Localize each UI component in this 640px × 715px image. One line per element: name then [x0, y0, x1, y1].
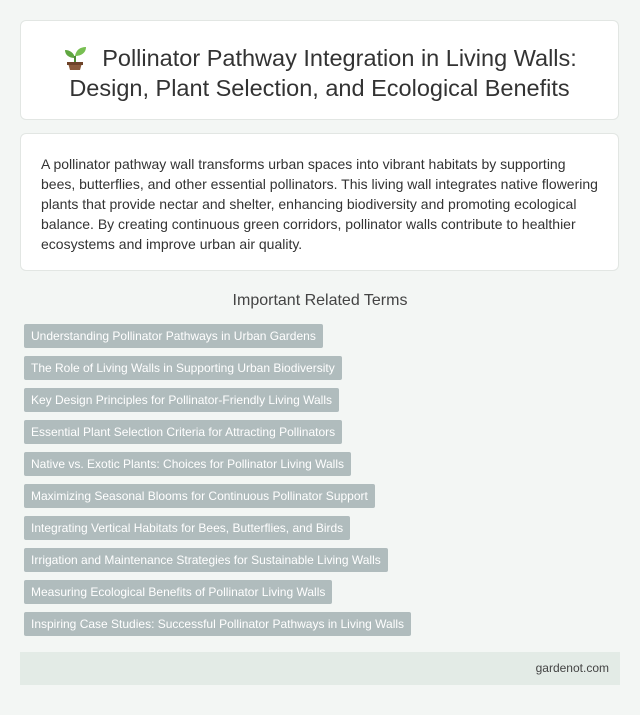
page-title [21, 43, 618, 103]
sprout-icon [62, 44, 88, 70]
related-term-tag[interactable]: Essential Plant Selection Criteria for Attracting Pollinators [24, 420, 342, 444]
related-term-tag[interactable]: Maximizing Seasonal Blooms for Continuous Pollinator Support [24, 484, 375, 508]
related-term-tag[interactable]: The Role of Living Walls in Supporting Urban Biodiversity [24, 356, 342, 380]
title-card [20, 20, 619, 120]
related-term-tag[interactable]: Irrigation and Maintenance Strategies for Sustainable Living Walls [24, 548, 388, 572]
footer-site-link[interactable]: gardenot.com [535, 661, 609, 675]
related-term-tag[interactable]: Understanding Pollinator Pathways in Urban Gardens [24, 324, 323, 348]
related-term-tag[interactable]: Measuring Ecological Benefits of Pollinator Living Walls [24, 580, 332, 604]
title-line-1: Pollinator Pathway Integration in Living Walls: [102, 45, 577, 71]
footer [20, 652, 620, 685]
related-term-tag[interactable]: Native vs. Exotic Plants: Choices for Pollinator Living Walls [24, 452, 351, 476]
related-term-tag[interactable]: Integrating Vertical Habitats for Bees, Butterflies, and Birds [24, 516, 350, 540]
related-term-tag[interactable]: Key Design Principles for Pollinator-Friendly Living Walls [24, 388, 339, 412]
related-terms-heading: Important Related Terms [232, 292, 408, 309]
description-card [20, 133, 619, 271]
title-line-2: Design, Plant Selection, and Ecological Benefits [69, 75, 570, 101]
related-term-tag[interactable]: Inspiring Case Studies: Successful Pollinator Pathways in Living Walls [24, 612, 411, 636]
description-text: A pollinator pathway wall transforms urban spaces into vibrant habitats by supporting bees, butterflies, and other essential pollinators. This living wall integrates native flowering plants that provide nectar and shelter, enhancing biodiversity and promoting ecological balance. By creating continuous green corridors, pollinator walls contribute to healthier ecosystems and improve urban air quality. [41, 156, 598, 252]
